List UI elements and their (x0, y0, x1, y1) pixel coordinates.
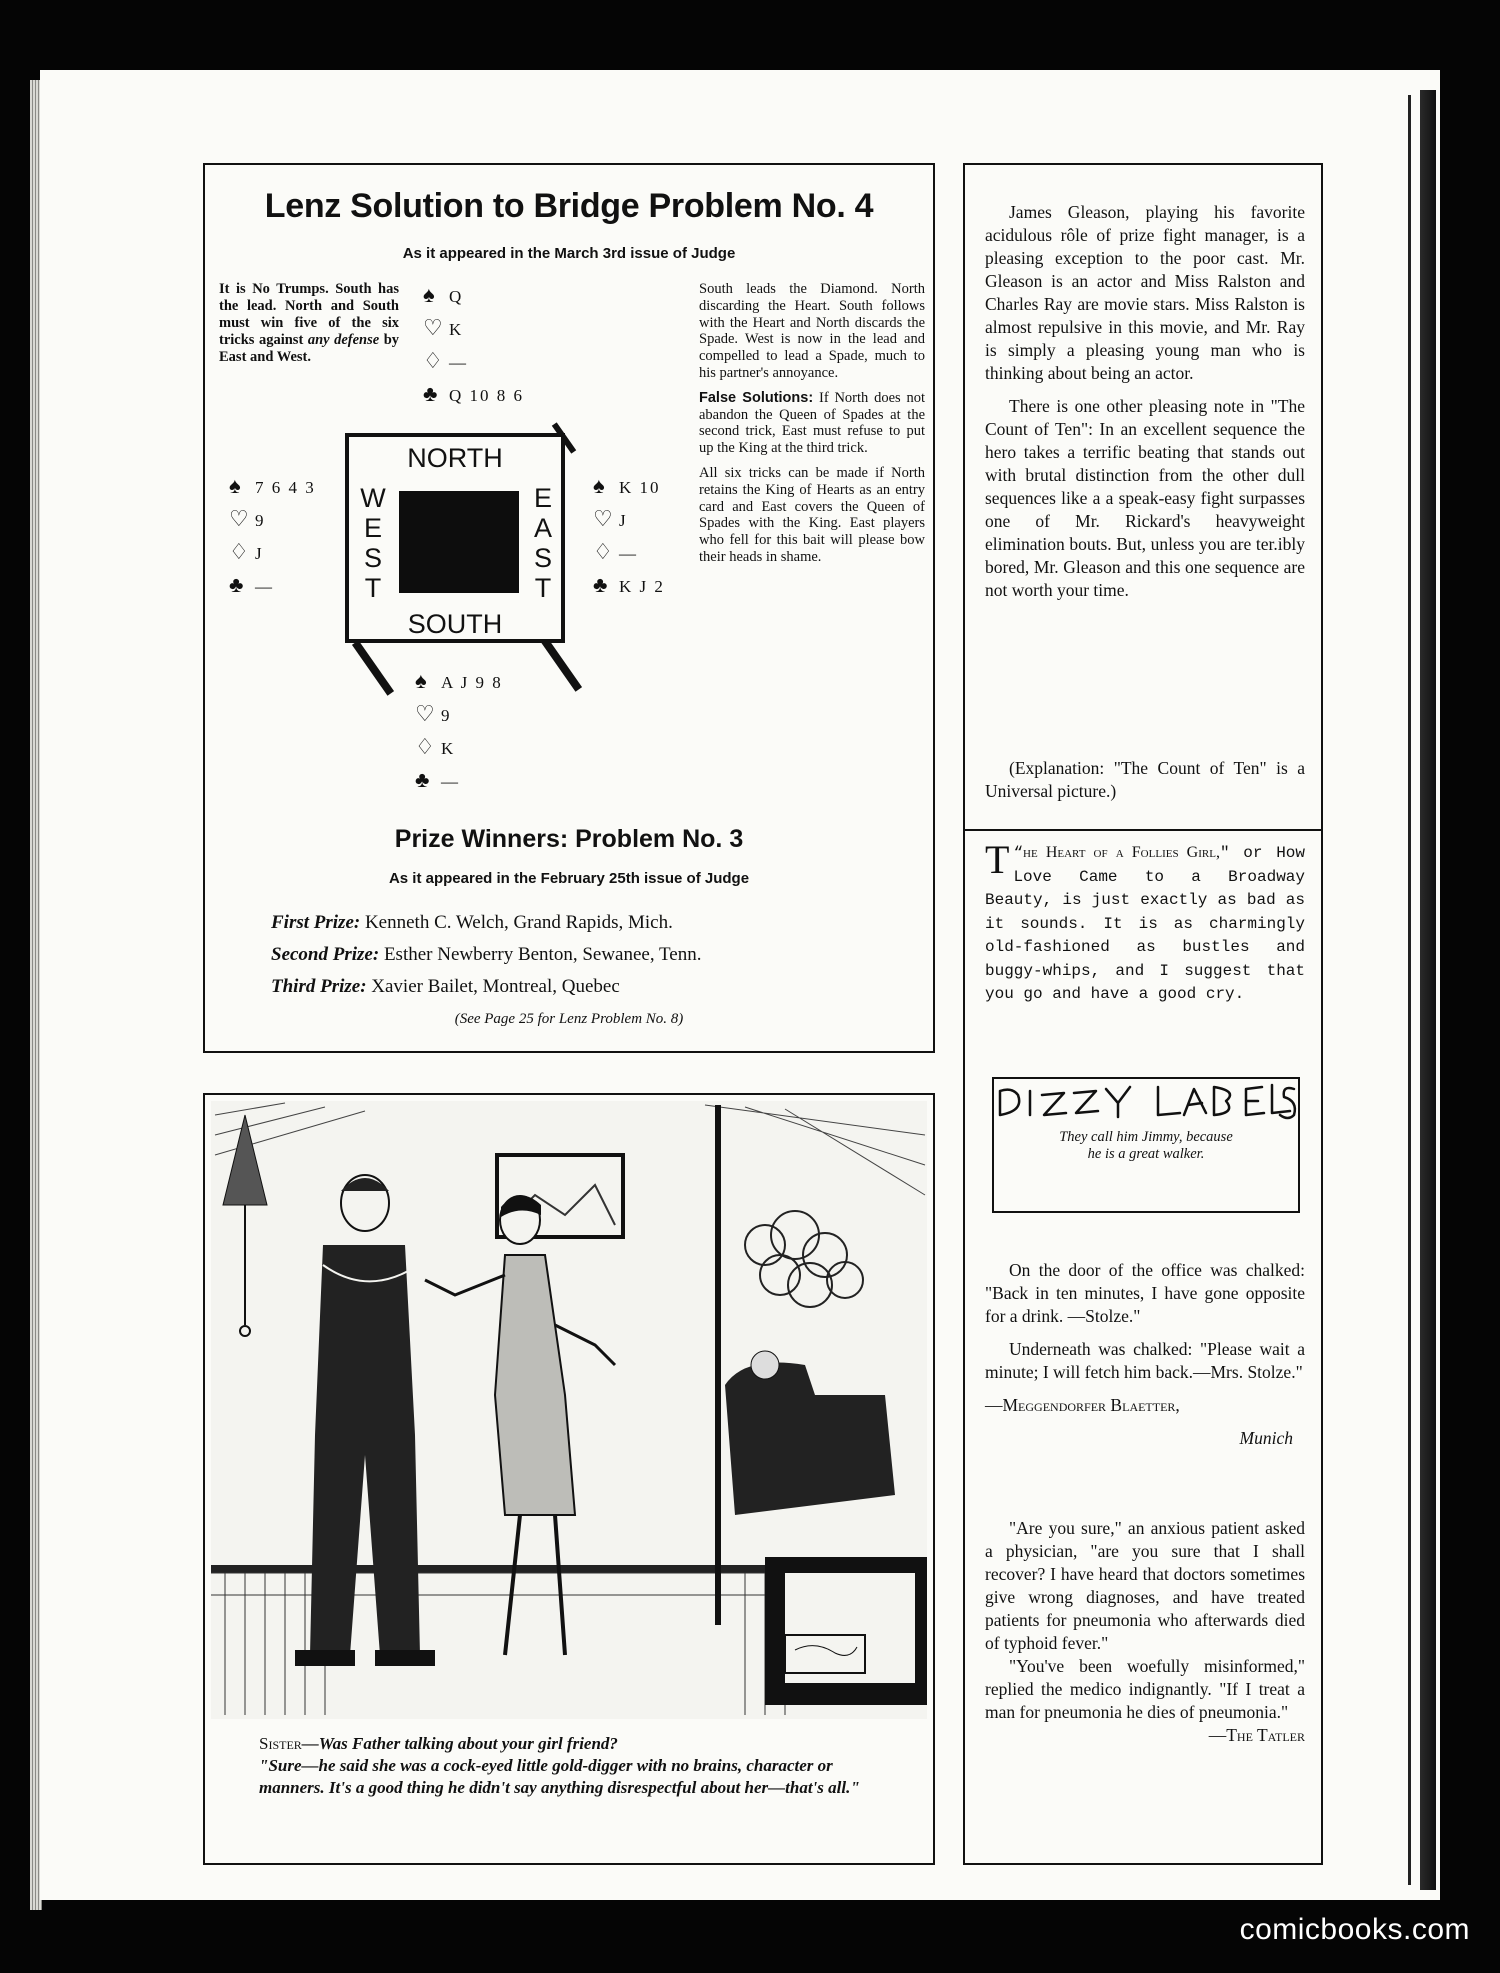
movie-review (985, 201, 1305, 602)
north-spades: Q (449, 287, 464, 306)
east-diamonds: — (619, 544, 638, 563)
spade-icon: ♠ (229, 473, 241, 498)
follies-body: " or How Love Came to a Broadway Beauty, is just exactly as bad as it sounds. It is as charmingly old-fashioned as bustles and buggy-whips, and I suggest that you go and have a good cry. (985, 844, 1305, 1003)
office-joke (985, 1259, 1305, 1450)
office-paragraph-1: On the door of the office was chalked: "Back in ten minutes, I have gone opposite for a drink. —Stolze." (985, 1260, 1305, 1326)
club-icon: ♣ (229, 572, 244, 597)
prize-winner: Esther Newberry Benton, Sewanee, Tenn. (383, 944, 702, 965)
review-explanation: (Explanation: "The Count of Ten" is a Universal picture.) (985, 758, 1305, 801)
all-six-text: All six tricks can be made if North retains the King of Hearts as an entry card and East covers the Queen of Spades with the King. East players who fell for this bait will please bow their heads in shame. (699, 464, 925, 565)
table-leg (540, 636, 582, 691)
prize-label: Third Prize: (271, 976, 367, 997)
south-label: SOUTH (407, 609, 503, 639)
follies-title: he Heart of a Follies Girl, (1023, 844, 1220, 861)
club-icon: ♣ (415, 767, 430, 792)
table-top (345, 433, 565, 643)
dizzy-caption (994, 1129, 1298, 1163)
doctor-source: —The Tatler (1208, 1725, 1305, 1745)
divider (965, 829, 1321, 831)
dizzy-labels-logo (994, 1071, 1302, 1131)
review-paragraph-1: James Gleason, playing his favorite acidulous rôle of prize fight manager, is a pleasing exception to the poor cast. Mr. Gleason is an actor and Miss Ralston and Charles Ray are movie stars. Miss Ralston is almost repulsive in this movie, and Mr. Ray is simply a pleasing young man who is thinking about being an actor. (985, 202, 1305, 383)
office-paragraph-2: Underneath was chalked: "Please wait a minute; I will fetch him back.—Mrs. Stolze." (985, 1339, 1305, 1382)
spade-icon: ♠ (593, 473, 605, 498)
intro-text: It is No Trumps. South has the lead. North and South must win five of the six tricks against (219, 281, 399, 348)
solution-column (699, 281, 925, 574)
doctor-paragraph-2: "You've been woefully misinformed," replied the medico indignantly. "If I treat a man for pneumonia he dies of pneumonia." (985, 1656, 1305, 1722)
spade-icon: ♠ (415, 668, 427, 693)
prize-subtitle: As it appeared in the February 25th issue of Judge (388, 870, 750, 887)
south-hand (415, 665, 503, 797)
dizzy-labels-box (992, 1077, 1300, 1213)
false-solutions-label: False Solutions: (699, 389, 814, 406)
watermark: comicbooks.com (1239, 1913, 1470, 1946)
prize-label: First Prize: (271, 912, 361, 933)
club-icon: ♣ (423, 381, 438, 406)
dizzy-line-1: They call him Jimmy, because (1059, 1129, 1233, 1145)
east-hand (593, 470, 665, 602)
see-page-note: (See Page 25 for Lenz Problem No. 8) (454, 1011, 684, 1027)
false-solutions-text: If North does not abandon the Queen of Spades at the second trick, East must refuse to put up the King at the third trick. (699, 389, 925, 457)
heart-icon: ♡ (593, 506, 613, 531)
prize-winner: Xavier Bailet, Montreal, Quebec (371, 976, 620, 997)
diamond-icon: ♢ (229, 539, 249, 564)
west-diamonds: J (255, 544, 264, 563)
south-hearts: 9 (441, 706, 452, 725)
west-label: W E S T (360, 483, 386, 603)
heart-icon: ♡ (415, 701, 435, 726)
office-source: —Meggendorfer Blaetter, (985, 1395, 1180, 1415)
dizzy-line-2: he is a great walker. (1087, 1146, 1205, 1162)
caption-line-2: "Sure—he said she was a cock-eyed little gold-digger with no brains, character or manners. It's a good thing he didn't say anything disrespectful about her—that's all." (259, 1756, 860, 1797)
follies-review (985, 837, 1305, 1007)
doctor-joke (985, 1517, 1305, 1747)
north-diamonds: — (449, 353, 468, 372)
diamond-icon: ♢ (423, 348, 443, 373)
south-diamonds: K (441, 739, 456, 758)
intro-emphasis: any defense (307, 332, 380, 348)
spade-icon: ♠ (423, 282, 435, 307)
binding-gutter (1420, 90, 1436, 1890)
east-spades: K 10 (619, 478, 661, 497)
bridge-problem-box (203, 163, 935, 1053)
prize-list (271, 907, 701, 1003)
prize-row (271, 971, 701, 1003)
table-leg (352, 640, 394, 695)
false-solutions (699, 390, 925, 457)
intro-tail: by East and West. (219, 332, 400, 365)
heart-icon: ♡ (423, 315, 443, 340)
review-column (963, 163, 1323, 1865)
diamond-icon: ♢ (415, 734, 435, 759)
drop-cap: T (985, 837, 1010, 882)
cartoon-box (203, 1093, 935, 1865)
table-center (399, 491, 519, 593)
office-city: Munich (1239, 1428, 1293, 1448)
east-hearts: J (619, 511, 628, 530)
prize-row (271, 939, 701, 971)
bridge-intro (219, 281, 399, 366)
prize-row (271, 907, 701, 939)
north-hearts: K (449, 320, 464, 339)
bridge-subtitle: As it appeared in the March 3rd issue of Judge (402, 245, 736, 262)
bridge-title: Lenz Solution to Bridge Problem No. 4 (264, 187, 874, 225)
south-spades: A J 9 8 (441, 673, 503, 692)
club-icon: ♣ (593, 572, 608, 597)
west-hand (229, 470, 316, 602)
north-hand (423, 279, 524, 411)
prize-winner: Kenneth C. Welch, Grand Rapids, Mich. (364, 912, 673, 933)
north-label: NORTH (407, 443, 503, 473)
west-hearts: 9 (255, 511, 266, 530)
caption-line-1: —Was Father talking about your girl friend? (301, 1734, 618, 1753)
spine-line (1408, 95, 1411, 1885)
cartoon-caption (259, 1733, 899, 1799)
review-paragraph-2: There is one other pleasing note in "The Count of Ten": In an excellent sequence the hero takes a terrific beating that stands out with brutal distinction from the other dull sequences like a a speak-easy fight surpasses one of Mr. Rickard's heavyweight elimination bouts. But, unless you are ter.ibly bored, Mr. Gleason and this one sequence are not worth your time. (985, 396, 1305, 600)
cartoon-illustration (205, 1095, 933, 1725)
heart-icon: ♡ (229, 506, 249, 531)
follies-paragraph: “ T he Heart of a Follies Girl," or How Love Came to a Broadway Beauty, is just exactly as bad as it sounds. It is as charmingly old-fashioned as bustles and buggy-whips, and I suggest that you go and have a good cry. (985, 837, 1305, 1003)
prize-label: Second Prize: (271, 944, 380, 965)
east-label: E A S T (533, 483, 552, 603)
prize-title: Prize Winners: Problem No. 3 (394, 825, 744, 853)
bridge-table-diagram (345, 433, 565, 643)
doctor-paragraph-1: "Are you sure," an anxious patient asked a physician, "are you sure that I shall recover? I have heard that doctors sometimes give wrong diagnoses, and have treated patients for pneumonia who afterwards died of typhoid fever." (985, 1518, 1305, 1653)
east-clubs: K J 2 (619, 577, 665, 596)
south-clubs: — (441, 772, 460, 791)
solution-text: South leads the Diamond. North discarding the Heart. South follows with the Heart and North discards the Spade. West is now in the lead and compelled to lead a Spade, much to his partner's annoyance. (699, 281, 925, 381)
caption-speaker: Sister (259, 1734, 302, 1753)
north-clubs: Q 10 8 6 (449, 386, 525, 405)
west-clubs: — (255, 577, 274, 596)
diamond-icon: ♢ (593, 539, 613, 564)
west-spades: 7 6 4 3 (255, 478, 316, 497)
